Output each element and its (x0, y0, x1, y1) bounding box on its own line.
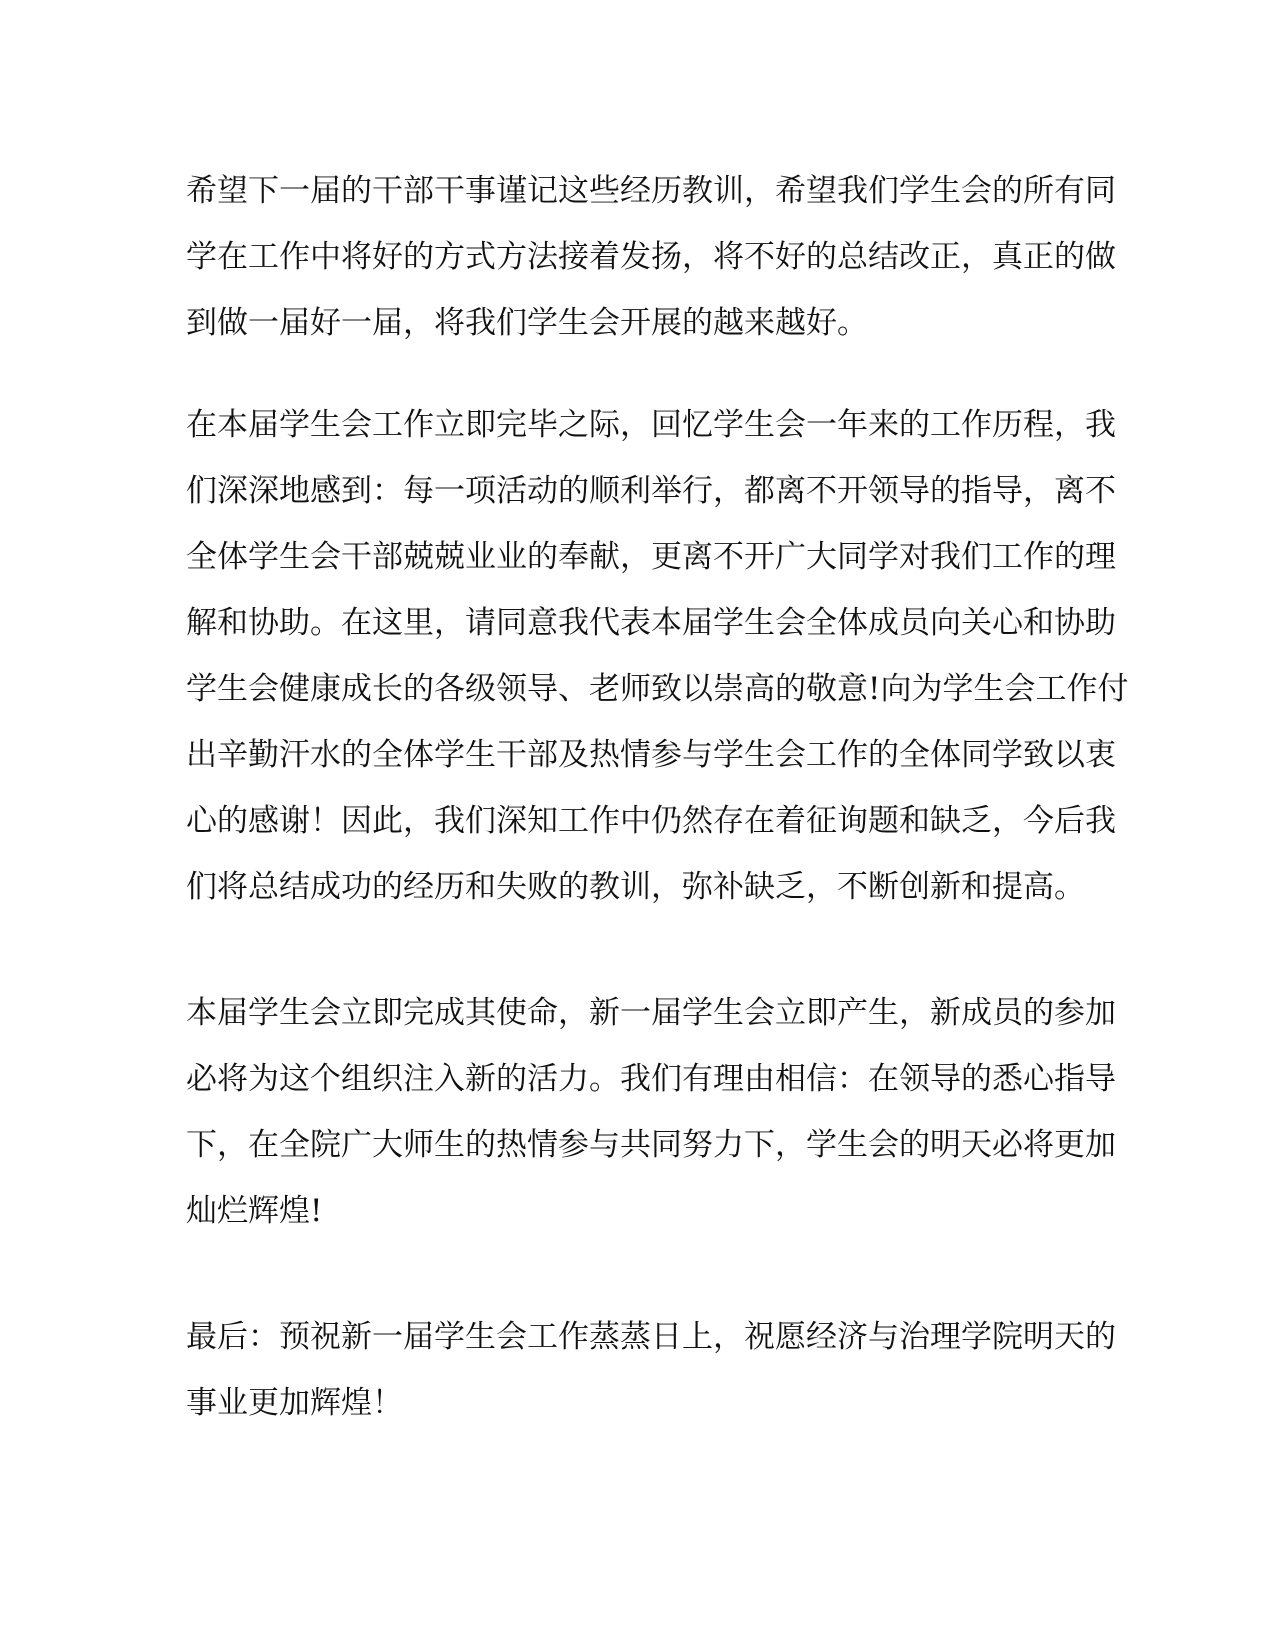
paragraph-final-wishes (186, 1304, 1116, 1436)
text-line: 下，在全院广大师生的热情参与共同努力下，学生会的明天必将更加 (186, 1127, 1116, 1163)
text-line: 学生会健康成长的各级领导、老师致以崇高的敬意!向为学生会工作付 (186, 671, 1129, 707)
text-line: 必将为这个组织注入新的活力。我们有理由相信：在领导的悉心指导 (186, 1061, 1116, 1097)
text-line: 最后：预祝新一届学生会工作蒸蒸日上，祝愿经济与治理学院明天的 (186, 1319, 1116, 1355)
paragraph-gratitude (186, 392, 1128, 920)
text-line: 全体学生会干部兢兢业业的奉献，更离不开广大同学对我们工作的理 (186, 539, 1116, 575)
text-line: 解和协助。在这里，请同意我代表本届学生会全体成员向关心和协助 (186, 605, 1116, 641)
text-line: 心的感谢！因此，我们深知工作中仍然存在着征询题和缺乏，今后我 (186, 803, 1116, 839)
paragraph-new-term (186, 980, 1116, 1244)
text-line: 在本届学生会工作立即完毕之际，回忆学生会一年来的工作历程，我 (186, 407, 1116, 443)
text-line: 事业更加辉煌！ (186, 1385, 403, 1421)
text-line: 希望下一届的干部干事谨记这些经历教训，希望我们学生会的所有同 (186, 173, 1116, 209)
text-line: 本届学生会立即完成其使命，新一届学生会立即产生，新成员的参加 (186, 995, 1116, 1031)
text-line: 们将总结成功的经历和失败的教训，弥补缺乏，不断创新和提高。 (186, 869, 1085, 905)
text-line: 灿烂辉煌! (186, 1193, 323, 1229)
text-line: 学在工作中将好的方式方法接着发扬，将不好的总结改正，真正的做 (186, 239, 1116, 275)
text-line: 出辛勤汗水的全体学生干部及热情参与学生会工作的全体同学致以衷 (186, 737, 1116, 773)
text-line: 们深深地感到：每一项活动的顺利举行，都离不开领导的指导，离不 (186, 473, 1116, 509)
paragraph-closing-hopes (186, 158, 1116, 356)
text-line: 到做一届好一届，将我们学生会开展的越来越好。 (186, 305, 868, 341)
